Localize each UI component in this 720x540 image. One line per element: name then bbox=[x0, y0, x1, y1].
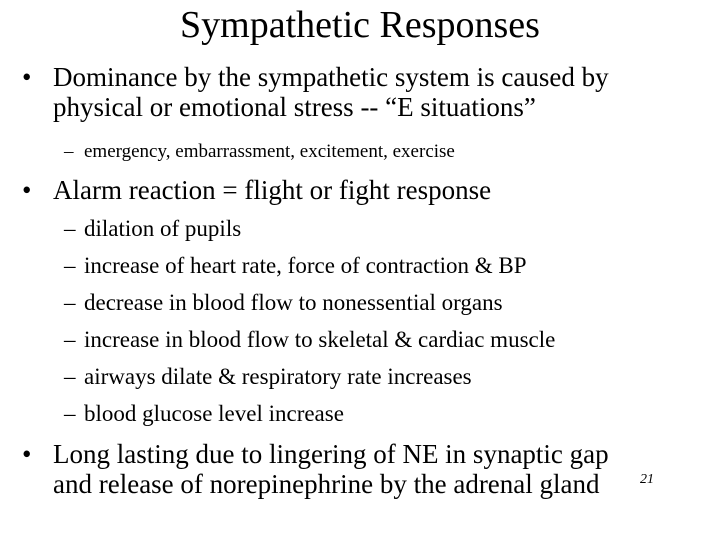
bullet-line: physical or emotional stress -- “E situations” bbox=[53, 92, 536, 122]
bullet-long-lasting bbox=[22, 439, 712, 499]
subitem-blood-glucose bbox=[64, 395, 704, 432]
bullet-line: Alarm reaction = flight or fight response bbox=[53, 175, 492, 205]
dash-marker: – bbox=[64, 290, 76, 315]
subitem-text: increase of heart rate, force of contraction & BP bbox=[84, 253, 527, 278]
dash-marker: – bbox=[64, 364, 76, 389]
subitem-airways bbox=[64, 358, 704, 395]
bullet-stress-dominance bbox=[22, 62, 712, 122]
bullet-line: Dominance by the sympathetic system is caused by bbox=[53, 62, 609, 92]
slide-title: Sympathetic Responses bbox=[180, 4, 540, 46]
dash-marker: – bbox=[64, 327, 76, 352]
subitem-heart-rate bbox=[64, 247, 704, 284]
subitem-text: decrease in blood flow to nonessential organs bbox=[84, 290, 503, 315]
subitem-dilation bbox=[64, 210, 704, 247]
bullet-marker: • bbox=[22, 439, 32, 469]
bullet-line: and release of norepinephrine by the adrenal gland bbox=[53, 469, 600, 499]
bullet-marker: • bbox=[22, 62, 32, 92]
subitem-text: emergency, embarrassment, excitement, exercise bbox=[84, 141, 455, 162]
page-number: 21 bbox=[640, 472, 654, 487]
subitem-text: dilation of pupils bbox=[84, 216, 242, 241]
dash-marker: – bbox=[64, 216, 76, 241]
bullet-alarm-reaction bbox=[22, 175, 712, 205]
bullet-line: Long lasting due to lingering of NE in synaptic gap bbox=[53, 439, 609, 469]
subitem-text: airways dilate & respiratory rate increases bbox=[84, 364, 472, 389]
subitem-muscle-flow bbox=[64, 321, 704, 358]
dash-marker: – bbox=[64, 401, 76, 426]
subitem-text: blood glucose level increase bbox=[84, 401, 344, 426]
dash-marker: – bbox=[64, 253, 76, 278]
subitem-text: increase in blood flow to skeletal & cardiac muscle bbox=[84, 327, 556, 352]
subitem-nonessential-flow bbox=[64, 284, 704, 321]
dash-marker: – bbox=[64, 141, 74, 162]
subitem-e-situations bbox=[64, 140, 704, 164]
bullet-marker: • bbox=[22, 175, 32, 205]
